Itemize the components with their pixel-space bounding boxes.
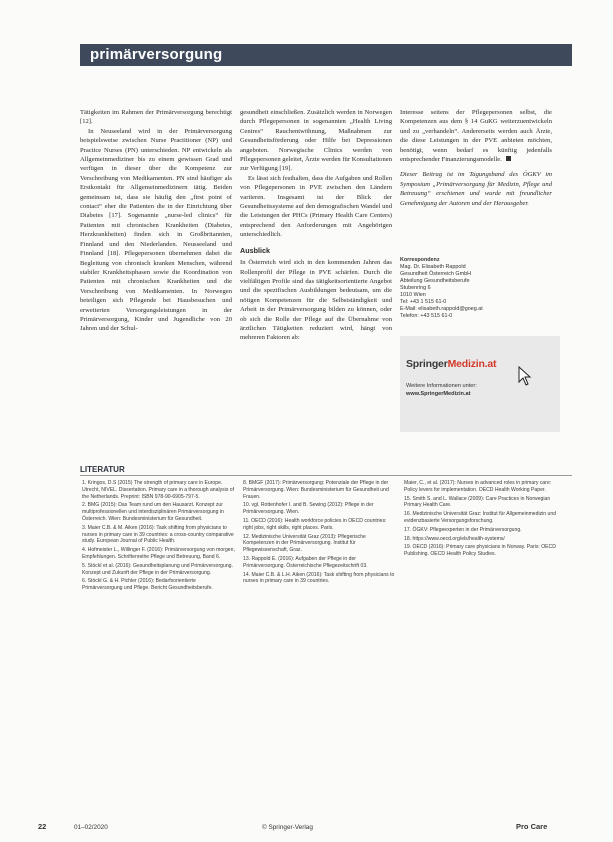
contact-line: Mag. Dr. Elisabeth Rappold bbox=[400, 264, 466, 270]
reference-item: 5. Stöckl et al. (2016): Gesundheitsplanung und Primärversorgung. Konzept und Zukunft der Pflege in der Primärversorgung. bbox=[82, 562, 233, 576]
literature-divider bbox=[80, 475, 572, 476]
brand-part-1: Springer bbox=[406, 358, 448, 370]
reference-item: 15. Smith S. and L. Wallace (2009): Care Practices in Norwegian Primary Health Care. bbox=[404, 495, 551, 509]
reference-item: 13. Rappold E. (2016): Aufgaben der Pflege in der Primärversorgung. Österreichische Pflegezeitschrift 03. bbox=[243, 555, 368, 569]
reference-item: 19. OECD (2016): Primary care physicians in Norway. Paris: OECD Publishing. OECD Health Policy Studies. bbox=[404, 544, 556, 558]
reference-item: 1. Kringos, D.S (2015) The strength of primary care in Europe. Utrecht, NIVEL. Dissertation. Primary care in a thorough analysis of the Netherlands. Preprint: ISBN 978-90-6905-797-5. bbox=[82, 480, 235, 500]
reference-item: 6. Stöckl G. & H. Pichler (2016): Bedarfsorientierte Primärversorgung und Pflege. Bericht Gesundheitsberufe. bbox=[82, 578, 213, 592]
journal-name: Pro Care bbox=[516, 822, 548, 831]
contact-line: Stubenring 6 bbox=[400, 285, 431, 291]
body-column-3 bbox=[400, 108, 552, 208]
literature-column-3 bbox=[404, 480, 557, 560]
contact-line: 1010 Wien bbox=[400, 292, 426, 298]
paragraph: Es lässt sich festhalten, dass die Aufgaben und Rollen von Pflegepersonen in PVE zwischen den Ländern variieren. Insgesamt ist der Blick der Gesundheitssysteme auf den demografischen Wandel und die Leistungen der PHCs (Primary Health Care Centers) entsprechend den Anforderungen mit Angehörigen unterschiedlich. bbox=[240, 174, 392, 239]
ad-url-link[interactable]: www.SpringerMedizin.at bbox=[406, 390, 471, 397]
brand-part-2: Medizin.at bbox=[447, 358, 497, 370]
paragraph-text: Interesse seitens der Pflegepersonen selbst, die Kompetenzen aus dem § 14 GuKG weiterzuentwickeln und zu „verhandeln“. Andererseits werden auch Ärzte, die diese Leistungen in der PVE anbieten möchten, benötigt, wenn bedarf es künftig jedenfalls entsprechender Finanzierungsmodelle. bbox=[400, 109, 552, 164]
reference-item: 4. Hofmeister L., Willinger F. (2016): Primärversorgung von morgen, Empfehlungen. Schriftenreihe Pflege und Betreuung, Band 6. bbox=[82, 547, 235, 560]
literature-column-1 bbox=[82, 480, 235, 594]
paragraph: gesundheit einschließen. Zusätzlich werden in Norwegen durch Pflegepersonen in sogenannten „Health Living Centres“ Rauchentwöhnung, Maßnahmen zur Gesundheitsförderung oder Hilfe bei Depressionen angeboten. Norwegische Clinics werden von Pflegepersonen geleitet, Ärzte werden für Konsultationen zur Verfügung [19]. bbox=[240, 109, 392, 173]
paragraph bbox=[400, 108, 552, 164]
springer-medizin-logo bbox=[406, 358, 496, 370]
section-title: primärversorgung bbox=[90, 46, 223, 63]
contact-email: E-Mail: elisabeth.rappold@goeg.at bbox=[400, 306, 483, 312]
paragraph: In Österreich wird sich in den kommenden Jahren das Rollenprofil der Pflege in PVE schärfen. Durch die vielfältigen Profile sind das tätigkeitsorientierte Angebot und die spezifischen Ausbildungen bedeutsam, um die nötigen Kompetenzen für die Selbstständigkeit und Arbeit in der Primärversorgung bilden zu können, oder ob sich die Rolle der Pflege auf die Übernahme von ärztlichen Tätigkeiten reduziert wird, hängt von mehreren Faktoren ab: bbox=[240, 259, 392, 342]
paragraph: In Neuseeland wird in der Primärversorgung beispielsweise zwischen Nurse Practitioner (NP) und Practice Nurses (PN) unterschieden. NP entwickeln als Allgemeinmediziner bis zu einem gewissen Grad und verfügen in dieser über die Kompetenz zur Verschreibung von Medikamenten. PN sind häufiger als Erstkontakt für Allgemeinmedizinern tätig. Beiden gemeinsam ist, dass sie häufig den „first point of contact“ eher die Patienten die in der Einrichtung über Diabetes [17]. Sogenannte „nurse-led clinics“ für Patienten mit chronischen Krankheiten (Diabetes, Herzkrankheiten) finden sich in Großbritannien, Finnland und den Niederlanden. Neusseeland und Finnland [18]. Pflegepersonen übernehmen dabei die Begleitung von chronisch kranken Menschen, während stabiler Krankheitsphasen sowie die Koordination von Patienten mit chronischen Krankheiten und die Verschreibung von Medikamenten. In Norwegen beteiligen sich Pflegende bei Hausbesuchen und erweiterten Versorgungsleistungen in der Primärversorgung, Kinder und Jugendliche von 20 Jahren und der Schul- bbox=[80, 127, 232, 333]
body-column-2 bbox=[240, 108, 392, 343]
issue-label: 01–02/2020 bbox=[74, 824, 108, 831]
publisher-label: © Springer-Verlag bbox=[262, 824, 313, 831]
literature-column-2 bbox=[243, 480, 396, 587]
springer-ad-box[interactable] bbox=[400, 336, 560, 432]
ad-text-block bbox=[406, 383, 554, 398]
end-mark-icon bbox=[506, 156, 511, 161]
reference-item: 10. vgl. Rottenhofer I. and B. Sewing (2012): Pflege in der Primärversorgung. Wien. bbox=[243, 502, 374, 516]
reference-item: 12. Medizinische Universität Graz (2013): Pflegerische Kompetenzen in der Primärversorgung. Institut für Pflegewissenschaft, Graz. bbox=[243, 533, 366, 554]
reference-link[interactable]: 18. https://www.oecd.org/els/health-systems/ bbox=[404, 535, 505, 542]
body-column-1 bbox=[80, 108, 232, 334]
reference-item: 2. BMG (2015): Das Team rund um den Hausarzt. Konzept zur multiprofessionellen und interdisziplinären Primärversorgung in Österreich. Wien: Bundesministerium für Gesundheit. bbox=[82, 502, 224, 522]
ad-info-text: Weitere Informationen unter: bbox=[406, 383, 477, 389]
reference-item: 16. Medizinische Universität Graz: Institut für Allgemeinmedizin und evidenzbasierte Versorgungsforschung. bbox=[404, 511, 557, 524]
subheading-ausblick: Ausblick bbox=[240, 245, 270, 255]
section-header-bar bbox=[80, 44, 572, 66]
correspondence-label: Korrespondenz bbox=[400, 257, 440, 263]
reference-item: 17. ÖGKV: Pflegeexperten in der Primärversorgung. bbox=[404, 526, 522, 533]
correspondence-block bbox=[400, 257, 552, 320]
reference-item: 3. Maier C.B. & M. Aiken (2016): Task shifting from physicians to nurses in primary care in 39 countries: a cross-country comparative study. European Journal of Public Health. bbox=[82, 524, 234, 545]
contact-line: Gesundheit Österreich GmbH bbox=[400, 271, 472, 277]
contact-line: Abteilung Gesundheitsberufe bbox=[400, 278, 470, 284]
literature-title: LITERATUR bbox=[80, 465, 125, 474]
reference-item: 11. OECD (2016): Health workforce policies in OECD countries: right jobs, right skills, right places. Paris. bbox=[243, 517, 387, 531]
paragraph: Tätigkeiten im Rahmen der Primärversorgung berechtigt [12]. bbox=[80, 109, 232, 126]
page-number: 22 bbox=[38, 822, 47, 831]
reference-item: 14. Maier C.B. & L.H. Aiken (2016): Task shifting from physicians to nurses in primary care in 39 countries. bbox=[243, 571, 395, 585]
reference-item: 8. BMGF (2017): Primärversorgung: Potenziale der Pflege in der Primärversorgung. Wien: Bundesministerium für Gesundheit und Frauen. bbox=[243, 480, 389, 500]
contact-line: Tel: +43 1 515 61-0 bbox=[400, 299, 447, 305]
article-note: Dieser Beitrag ist im Tagungsband des ÖGKV im Symposium „Primärversorgung für Medizin, Pflege und Betreuung“ erschienen und wurde mit freundlicher Genehmigung der Autoren und der Herausgeber. bbox=[400, 171, 552, 207]
reference-item: Maier, C., et al. (2017): Nurses in advanced roles in primary care: Policy levers for implementation. OECD Health Working Paper. bbox=[404, 480, 552, 493]
contact-line: Telefon: +43 515 61-0 bbox=[400, 313, 453, 319]
